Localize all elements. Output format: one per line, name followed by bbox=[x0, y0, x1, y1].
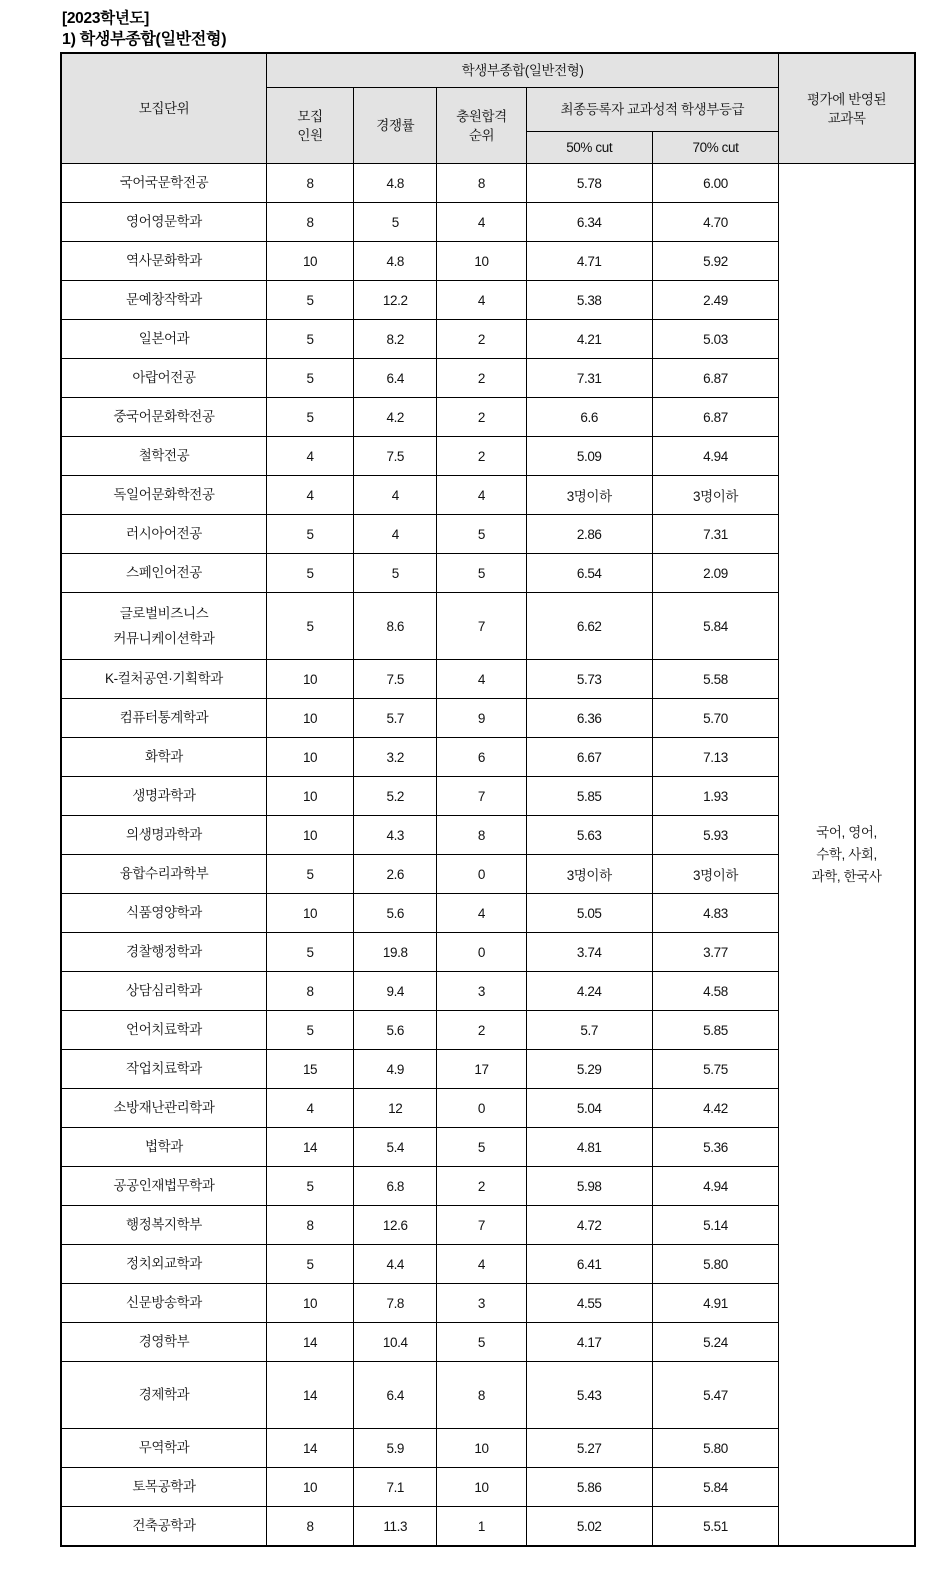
cell-cut-50: 4.24 bbox=[526, 972, 652, 1011]
header-waitlist-rank bbox=[437, 88, 526, 164]
cell-unit: 언어치료학과 bbox=[61, 1011, 266, 1050]
cell-cut-50: 6.67 bbox=[526, 738, 652, 777]
cell-cut-70: 2.49 bbox=[652, 281, 778, 320]
cell-waitlist-rank: 4 bbox=[437, 660, 526, 699]
cell-cut-70: 5.51 bbox=[652, 1507, 778, 1547]
cell-reflected-subjects bbox=[779, 164, 915, 1547]
cell-cut-70: 5.24 bbox=[652, 1323, 778, 1362]
cell-waitlist-rank: 10 bbox=[437, 1429, 526, 1468]
cell-unit-line1: 글로벌비즈니스 bbox=[119, 606, 209, 621]
cell-reflected-subjects-line1: 국어, 영어, bbox=[816, 824, 877, 840]
cell-quota: 8 bbox=[266, 203, 353, 242]
cell-unit: 건축공학과 bbox=[61, 1507, 266, 1547]
header-waitlist-line2: 순위 bbox=[468, 127, 495, 143]
cell-unit: 러시아어전공 bbox=[61, 515, 266, 554]
header-subjects-line1: 평가에 반영된 bbox=[806, 91, 887, 107]
cell-cut-50: 5.05 bbox=[526, 894, 652, 933]
cell-competition-rate: 7.5 bbox=[354, 437, 437, 476]
cell-competition-rate: 5.6 bbox=[354, 1011, 437, 1050]
cell-cut-70: 5.47 bbox=[652, 1362, 778, 1429]
cell-cut-70: 5.80 bbox=[652, 1245, 778, 1284]
cell-unit: 융합수리과학부 bbox=[61, 855, 266, 894]
cell-waitlist-rank: 0 bbox=[437, 933, 526, 972]
cell-quota: 10 bbox=[266, 699, 353, 738]
cell-quota: 5 bbox=[266, 855, 353, 894]
cell-unit bbox=[61, 593, 266, 660]
cell-competition-rate: 5 bbox=[354, 203, 437, 242]
cell-quota: 10 bbox=[266, 1284, 353, 1323]
cell-unit: 생명과학과 bbox=[61, 777, 266, 816]
cell-unit: 행정복지학부 bbox=[61, 1206, 266, 1245]
cell-waitlist-rank: 0 bbox=[437, 855, 526, 894]
admissions-table-container bbox=[60, 52, 916, 1547]
cell-waitlist-rank: 17 bbox=[437, 1050, 526, 1089]
cell-competition-rate: 4.3 bbox=[354, 816, 437, 855]
cell-cut-50: 5.7 bbox=[526, 1011, 652, 1050]
cell-unit: 독일어문화학전공 bbox=[61, 476, 266, 515]
cell-unit: 공공인재법무학과 bbox=[61, 1167, 266, 1206]
cell-cut-70: 4.70 bbox=[652, 203, 778, 242]
cell-cut-50: 5.78 bbox=[526, 164, 652, 203]
cell-waitlist-rank: 7 bbox=[437, 1206, 526, 1245]
header-unit-column: 모집단위 bbox=[61, 53, 266, 164]
cell-quota: 5 bbox=[266, 554, 353, 593]
cell-competition-rate: 9.4 bbox=[354, 972, 437, 1011]
cell-waitlist-rank: 5 bbox=[437, 554, 526, 593]
cell-cut-50: 5.27 bbox=[526, 1429, 652, 1468]
cell-cut-70: 3명이하 bbox=[652, 855, 778, 894]
cell-quota: 8 bbox=[266, 1507, 353, 1547]
cell-quota: 4 bbox=[266, 437, 353, 476]
cell-waitlist-rank: 7 bbox=[437, 777, 526, 816]
cell-reflected-subjects-line3: 과학, 한국사 bbox=[811, 868, 882, 884]
cell-competition-rate: 10.4 bbox=[354, 1323, 437, 1362]
cell-waitlist-rank: 2 bbox=[437, 398, 526, 437]
cell-waitlist-rank: 2 bbox=[437, 320, 526, 359]
cell-cut-50: 2.86 bbox=[526, 515, 652, 554]
cell-competition-rate: 4 bbox=[354, 515, 437, 554]
cell-waitlist-rank: 1 bbox=[437, 1507, 526, 1547]
table-body bbox=[61, 164, 915, 1547]
cell-cut-50: 6.62 bbox=[526, 593, 652, 660]
cell-waitlist-rank: 2 bbox=[437, 1167, 526, 1206]
cell-cut-70: 5.80 bbox=[652, 1429, 778, 1468]
cell-competition-rate: 2.6 bbox=[354, 855, 437, 894]
cell-cut-50: 5.09 bbox=[526, 437, 652, 476]
cell-cut-50: 5.98 bbox=[526, 1167, 652, 1206]
cell-cut-50: 6.36 bbox=[526, 699, 652, 738]
cell-cut-50: 5.02 bbox=[526, 1507, 652, 1547]
cell-quota: 5 bbox=[266, 320, 353, 359]
cell-quota: 5 bbox=[266, 1167, 353, 1206]
cell-quota: 8 bbox=[266, 164, 353, 203]
admissions-table bbox=[60, 52, 916, 1547]
table-header bbox=[61, 53, 915, 164]
cell-quota: 10 bbox=[266, 738, 353, 777]
cell-quota: 8 bbox=[266, 1206, 353, 1245]
document-year-heading: [2023학년도] bbox=[62, 10, 150, 27]
cell-waitlist-rank: 8 bbox=[437, 1362, 526, 1429]
cell-cut-70: 5.84 bbox=[652, 1468, 778, 1507]
cell-cut-50: 4.17 bbox=[526, 1323, 652, 1362]
cell-waitlist-rank: 0 bbox=[437, 1089, 526, 1128]
header-quota bbox=[266, 88, 353, 164]
cell-waitlist-rank: 4 bbox=[437, 281, 526, 320]
cell-cut-50: 4.72 bbox=[526, 1206, 652, 1245]
cell-competition-rate: 7.5 bbox=[354, 660, 437, 699]
cell-competition-rate: 12.2 bbox=[354, 281, 437, 320]
cell-unit: 경영학부 bbox=[61, 1323, 266, 1362]
cell-reflected-subjects-line2: 수학, 사회, bbox=[816, 846, 877, 862]
cell-cut-70: 4.58 bbox=[652, 972, 778, 1011]
cell-competition-rate: 7.1 bbox=[354, 1468, 437, 1507]
cell-cut-70: 7.31 bbox=[652, 515, 778, 554]
cell-quota: 5 bbox=[266, 593, 353, 660]
cell-quota: 5 bbox=[266, 398, 353, 437]
cell-quota: 10 bbox=[266, 242, 353, 281]
header-quota-line2: 인원 bbox=[297, 127, 323, 143]
cell-quota: 10 bbox=[266, 894, 353, 933]
header-subjects-line2: 교과목 bbox=[827, 110, 866, 126]
cell-waitlist-rank: 2 bbox=[437, 1011, 526, 1050]
cell-unit: 상담심리학과 bbox=[61, 972, 266, 1011]
cell-cut-50: 5.73 bbox=[526, 660, 652, 699]
cell-unit: 소방재난관리학과 bbox=[61, 1089, 266, 1128]
cell-waitlist-rank: 4 bbox=[437, 1245, 526, 1284]
cell-competition-rate: 5.2 bbox=[354, 777, 437, 816]
cell-cut-70: 4.94 bbox=[652, 1167, 778, 1206]
cell-competition-rate: 3.2 bbox=[354, 738, 437, 777]
cell-competition-rate: 4.4 bbox=[354, 1245, 437, 1284]
cell-waitlist-rank: 3 bbox=[437, 1284, 526, 1323]
cell-competition-rate: 6.4 bbox=[354, 359, 437, 398]
cell-unit: 문예창작학과 bbox=[61, 281, 266, 320]
cell-waitlist-rank: 8 bbox=[437, 816, 526, 855]
cell-cut-70: 1.93 bbox=[652, 777, 778, 816]
header-waitlist-line1: 충원합격 bbox=[456, 108, 507, 124]
cell-cut-70: 5.93 bbox=[652, 816, 778, 855]
cell-cut-50: 5.43 bbox=[526, 1362, 652, 1429]
cell-cut-50: 5.04 bbox=[526, 1089, 652, 1128]
cell-competition-rate: 4.2 bbox=[354, 398, 437, 437]
header-competition-rate: 경쟁률 bbox=[354, 88, 437, 164]
header-final-grade-group: 최종등록자 교과성적 학생부등급 bbox=[526, 88, 779, 132]
cell-unit: 경제학과 bbox=[61, 1362, 266, 1429]
cell-cut-70: 5.03 bbox=[652, 320, 778, 359]
cell-waitlist-rank: 4 bbox=[437, 203, 526, 242]
cell-competition-rate: 4.8 bbox=[354, 164, 437, 203]
cell-waitlist-rank: 10 bbox=[437, 1468, 526, 1507]
cell-cut-70: 5.75 bbox=[652, 1050, 778, 1089]
cell-competition-rate: 7.8 bbox=[354, 1284, 437, 1323]
cell-cut-70: 6.87 bbox=[652, 398, 778, 437]
cell-competition-rate: 8.2 bbox=[354, 320, 437, 359]
cell-cut-70: 3.77 bbox=[652, 933, 778, 972]
cell-cut-70: 4.83 bbox=[652, 894, 778, 933]
cell-waitlist-rank: 4 bbox=[437, 894, 526, 933]
cell-unit-line2: 커뮤니케이션학과 bbox=[113, 631, 215, 646]
cell-cut-50: 6.54 bbox=[526, 554, 652, 593]
cell-cut-50: 4.71 bbox=[526, 242, 652, 281]
cell-unit: 아랍어전공 bbox=[61, 359, 266, 398]
cell-cut-70: 5.92 bbox=[652, 242, 778, 281]
cell-quota: 10 bbox=[266, 660, 353, 699]
cell-cut-70: 4.42 bbox=[652, 1089, 778, 1128]
cell-quota: 10 bbox=[266, 777, 353, 816]
header-cut-70: 70% cut bbox=[652, 132, 778, 164]
cell-cut-70: 5.70 bbox=[652, 699, 778, 738]
cell-waitlist-rank: 6 bbox=[437, 738, 526, 777]
cell-competition-rate: 19.8 bbox=[354, 933, 437, 972]
cell-cut-50: 3.74 bbox=[526, 933, 652, 972]
cell-unit: 신문방송학과 bbox=[61, 1284, 266, 1323]
cell-unit: 정치외교학과 bbox=[61, 1245, 266, 1284]
cell-unit: 토목공학과 bbox=[61, 1468, 266, 1507]
cell-cut-70: 7.13 bbox=[652, 738, 778, 777]
cell-waitlist-rank: 7 bbox=[437, 593, 526, 660]
cell-quota: 4 bbox=[266, 1089, 353, 1128]
cell-cut-50: 4.21 bbox=[526, 320, 652, 359]
cell-cut-50: 4.81 bbox=[526, 1128, 652, 1167]
cell-competition-rate: 5.9 bbox=[354, 1429, 437, 1468]
cell-cut-70: 5.84 bbox=[652, 593, 778, 660]
cell-waitlist-rank: 9 bbox=[437, 699, 526, 738]
cell-cut-50: 7.31 bbox=[526, 359, 652, 398]
cell-waitlist-rank: 3 bbox=[437, 972, 526, 1011]
cell-competition-rate: 5.7 bbox=[354, 699, 437, 738]
cell-competition-rate: 5 bbox=[354, 554, 437, 593]
cell-cut-70: 6.00 bbox=[652, 164, 778, 203]
cell-cut-50: 5.86 bbox=[526, 1468, 652, 1507]
cell-unit: K-컬처공연·기획학과 bbox=[61, 660, 266, 699]
cell-competition-rate: 12 bbox=[354, 1089, 437, 1128]
cell-unit: 의생명과학과 bbox=[61, 816, 266, 855]
cell-competition-rate: 8.6 bbox=[354, 593, 437, 660]
cell-quota: 14 bbox=[266, 1128, 353, 1167]
cell-quota: 10 bbox=[266, 1468, 353, 1507]
cell-quota: 10 bbox=[266, 816, 353, 855]
cell-unit: 식품영양학과 bbox=[61, 894, 266, 933]
cell-unit: 스페인어전공 bbox=[61, 554, 266, 593]
cell-waitlist-rank: 8 bbox=[437, 164, 526, 203]
cell-unit: 철학전공 bbox=[61, 437, 266, 476]
cell-waitlist-rank: 2 bbox=[437, 437, 526, 476]
cell-waitlist-rank: 5 bbox=[437, 1128, 526, 1167]
cell-cut-70: 5.36 bbox=[652, 1128, 778, 1167]
cell-quota: 5 bbox=[266, 933, 353, 972]
cell-quota: 8 bbox=[266, 972, 353, 1011]
cell-quota: 4 bbox=[266, 476, 353, 515]
cell-cut-70: 3명이하 bbox=[652, 476, 778, 515]
cell-competition-rate: 11.3 bbox=[354, 1507, 437, 1547]
cell-quota: 15 bbox=[266, 1050, 353, 1089]
cell-cut-70: 5.58 bbox=[652, 660, 778, 699]
cell-competition-rate: 4.9 bbox=[354, 1050, 437, 1089]
cell-competition-rate: 5.6 bbox=[354, 894, 437, 933]
cell-quota: 14 bbox=[266, 1362, 353, 1429]
cell-unit: 일본어과 bbox=[61, 320, 266, 359]
cell-cut-70: 2.09 bbox=[652, 554, 778, 593]
cell-waitlist-rank: 5 bbox=[437, 515, 526, 554]
document-section-heading: 1) 학생부종합(일반전형) bbox=[62, 31, 227, 48]
cell-unit: 중국어문화학전공 bbox=[61, 398, 266, 437]
cell-unit: 작업치료학과 bbox=[61, 1050, 266, 1089]
cell-quota: 5 bbox=[266, 1245, 353, 1284]
header-quota-line1: 모집 bbox=[297, 108, 323, 124]
cell-cut-50: 5.85 bbox=[526, 777, 652, 816]
cell-cut-50: 5.29 bbox=[526, 1050, 652, 1089]
cell-unit: 역사문화학과 bbox=[61, 242, 266, 281]
cell-waitlist-rank: 10 bbox=[437, 242, 526, 281]
cell-quota: 14 bbox=[266, 1323, 353, 1362]
header-cut-50: 50% cut bbox=[526, 132, 652, 164]
table-row bbox=[61, 164, 915, 203]
cell-competition-rate: 6.4 bbox=[354, 1362, 437, 1429]
header-subjects-column bbox=[779, 53, 915, 164]
cell-quota: 5 bbox=[266, 515, 353, 554]
cell-unit: 국어국문학전공 bbox=[61, 164, 266, 203]
cell-unit: 경찰행정학과 bbox=[61, 933, 266, 972]
cell-unit: 무역학과 bbox=[61, 1429, 266, 1468]
cell-waitlist-rank: 5 bbox=[437, 1323, 526, 1362]
cell-waitlist-rank: 2 bbox=[437, 359, 526, 398]
cell-competition-rate: 5.4 bbox=[354, 1128, 437, 1167]
cell-cut-50: 6.6 bbox=[526, 398, 652, 437]
cell-cut-70: 6.87 bbox=[652, 359, 778, 398]
cell-cut-50: 5.38 bbox=[526, 281, 652, 320]
cell-cut-70: 5.14 bbox=[652, 1206, 778, 1245]
cell-cut-70: 4.94 bbox=[652, 437, 778, 476]
cell-competition-rate: 4.8 bbox=[354, 242, 437, 281]
cell-unit: 화학과 bbox=[61, 738, 266, 777]
cell-competition-rate: 6.8 bbox=[354, 1167, 437, 1206]
cell-quota: 5 bbox=[266, 281, 353, 320]
cell-competition-rate: 12.6 bbox=[354, 1206, 437, 1245]
cell-quota: 5 bbox=[266, 359, 353, 398]
cell-cut-50: 3명이하 bbox=[526, 476, 652, 515]
cell-cut-70: 5.85 bbox=[652, 1011, 778, 1050]
cell-quota: 14 bbox=[266, 1429, 353, 1468]
header-admission-type: 학생부종합(일반전형) bbox=[266, 53, 778, 88]
cell-unit: 법학과 bbox=[61, 1128, 266, 1167]
header-row-1 bbox=[61, 53, 915, 88]
cell-cut-50: 3명이하 bbox=[526, 855, 652, 894]
cell-cut-50: 4.55 bbox=[526, 1284, 652, 1323]
cell-cut-50: 5.63 bbox=[526, 816, 652, 855]
cell-cut-70: 4.91 bbox=[652, 1284, 778, 1323]
cell-quota: 5 bbox=[266, 1011, 353, 1050]
cell-waitlist-rank: 4 bbox=[437, 476, 526, 515]
cell-competition-rate: 4 bbox=[354, 476, 437, 515]
cell-unit: 컴퓨터통계학과 bbox=[61, 699, 266, 738]
cell-cut-50: 6.34 bbox=[526, 203, 652, 242]
cell-cut-50: 6.41 bbox=[526, 1245, 652, 1284]
cell-unit: 영어영문학과 bbox=[61, 203, 266, 242]
